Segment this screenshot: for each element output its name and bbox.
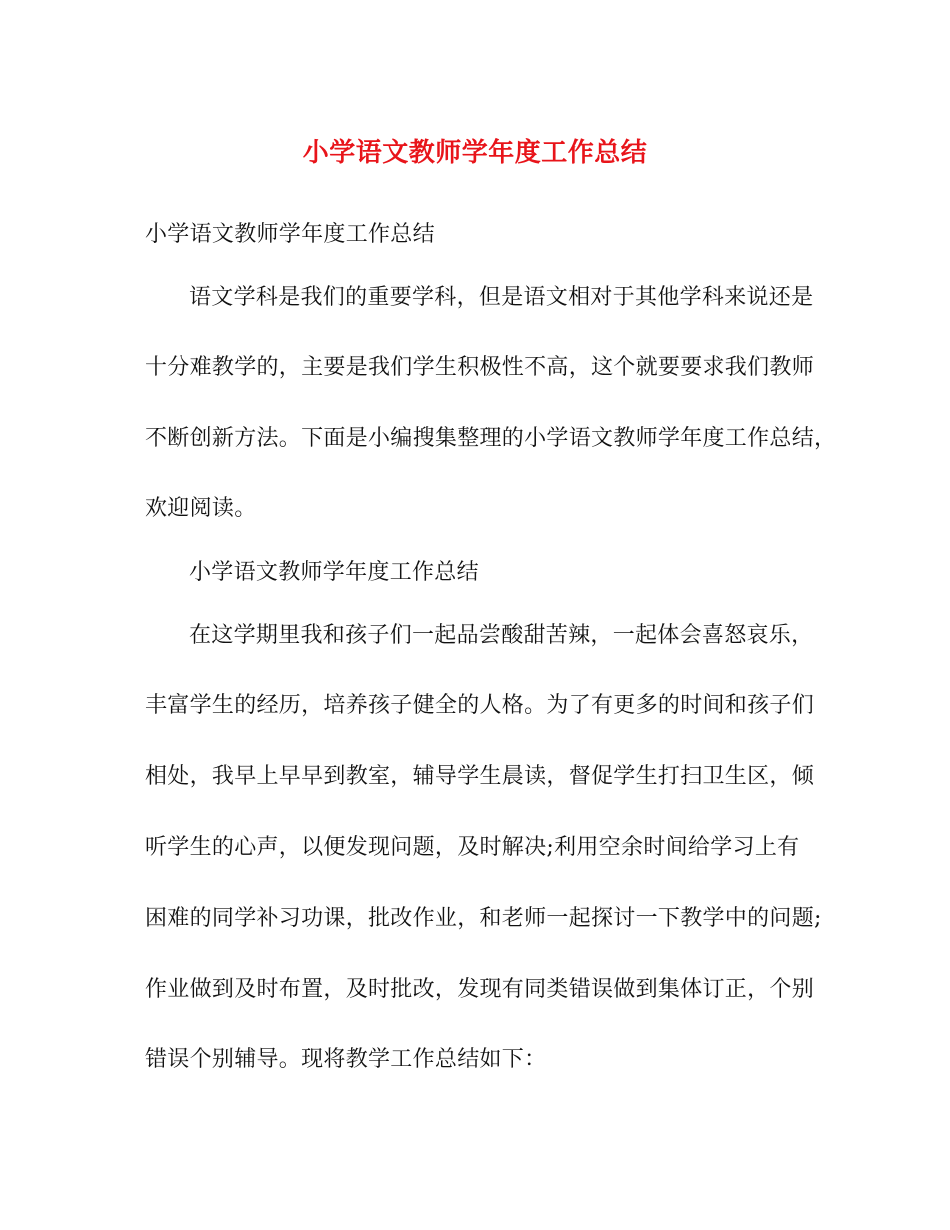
- document-subtitle: 小学语文教师学年度工作总结: [145, 222, 435, 247]
- paragraph-1-line-3: 不断创新方法。下面是小编搜集整理的小学语文教师学年度工作总结，: [145, 426, 837, 451]
- paragraph-2-line-2: 丰富学生的经历，培养孩子健全的人格。为了有更多的时间和孩子们: [145, 693, 815, 718]
- paragraph-1-line-2: 十分难教学的，主要是我们学生积极性不高，这个就要要求我们教师: [145, 355, 815, 380]
- paragraph-2-line-1: 在这学期里我和孩子们一起品尝酸甜苦辣，一起体会喜怒哀乐，: [189, 623, 814, 648]
- document-title: 小学语文教师学年度工作总结: [302, 138, 648, 168]
- paragraph-2-line-4: 听学生的心声，以便发现问题，及时解决;利用空余时间给学习上有: [145, 835, 800, 860]
- paragraph-1-line-4: 欢迎阅读。: [145, 496, 257, 521]
- paragraph-2-line-6: 作业做到及时布置，及时批改，发现有同类错误做到集体订正，个别: [145, 977, 815, 1002]
- paragraph-2-line-5: 困难的同学补习功课，批改作业，和老师一起探讨一下教学中的问题;: [145, 906, 822, 931]
- paragraph-1-line-1: 语文学科是我们的重要学科，但是语文相对于其他学科来说还是: [189, 285, 814, 310]
- paragraph-2-line-3: 相处，我早上早早到教室，辅导学生晨读，督促学生打扫卫生区，倾: [145, 764, 815, 789]
- paragraph-2-line-7: 错误个别辅导。现将教学工作总结如下：: [145, 1047, 547, 1072]
- section-heading: 小学语文教师学年度工作总结: [189, 560, 479, 585]
